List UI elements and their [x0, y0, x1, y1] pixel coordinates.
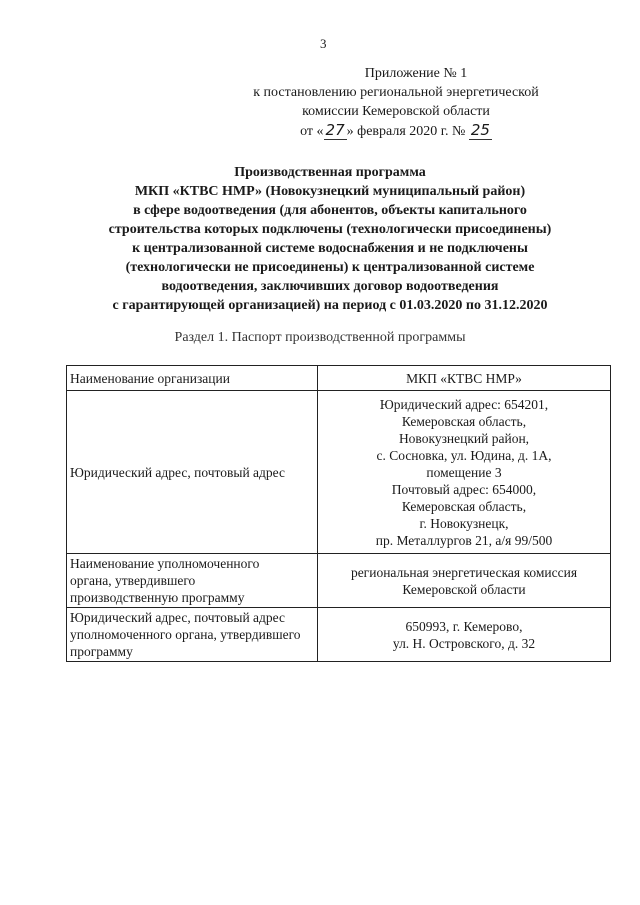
heading-line: к централизованной системе водоснабжения и не подключены	[132, 241, 528, 256]
date-suffix: » февраля 2020 г. №	[346, 124, 466, 139]
table-cell-label	[67, 391, 318, 554]
cell-text: Почтовый адрес: 654000,	[391, 481, 537, 497]
cell-text: уполномоченного органа, утвердившего	[70, 627, 301, 642]
heading-line: в сфере водоотведения (для абонентов, объекты капитального	[133, 203, 527, 218]
cell-text: пр. Металлургов 21, а/я 99/500	[375, 532, 553, 548]
table-cell-label	[67, 554, 318, 608]
handwritten-number: 25	[470, 121, 490, 139]
cell-text: с. Сосновка, ул. Юдина, д. 1А,	[376, 447, 552, 463]
table-row	[67, 391, 611, 554]
table-row	[67, 366, 611, 391]
heading-line: водоотведения, заключивших договор водоотведения	[161, 279, 499, 294]
cell-text: Кемеровская область,	[401, 498, 527, 514]
cell-text: производственную программу	[70, 590, 245, 605]
cell-text: Наименование организации	[70, 370, 230, 386]
appendix-line-2: комиссии Кемеровской области	[302, 104, 490, 119]
cell-text: Кемеровская область,	[401, 413, 527, 429]
handwritten-day: 27	[325, 121, 345, 139]
appendix-line-1: к постановлению региональной энергетической	[253, 85, 539, 100]
cell-text: Юридический адрес, почтовый адрес	[70, 464, 285, 480]
heading-line: строительства которых подключены (технологически присоединены)	[108, 222, 552, 237]
table-row	[67, 608, 611, 662]
page-number: 3	[320, 36, 327, 51]
table-cell-value	[318, 554, 611, 608]
cell-text: ул. Н. Островского, д. 32	[392, 635, 536, 651]
cell-text: региональная энергетическая комиссия	[350, 564, 578, 580]
cell-text: Кемеровской области	[402, 581, 526, 597]
cell-text: Новокузнецкий район,	[398, 430, 530, 446]
table-cell-label	[67, 608, 318, 662]
table-cell-value	[318, 366, 611, 391]
heading-line: (технологически не присоединены) к централизованной системе	[125, 260, 535, 275]
cell-text: Наименование уполномоченного	[70, 556, 260, 571]
program-heading	[90, 163, 570, 315]
cell-text: органа, утвердившего	[70, 573, 196, 588]
cell-text: 650993, г. Кемерово,	[405, 618, 523, 634]
cell-text: г. Новокузнецк,	[419, 515, 509, 531]
table-row	[67, 554, 611, 608]
appendix-title: Приложение № 1	[364, 66, 468, 81]
table-cell-value	[318, 391, 611, 554]
heading-line: с гарантирующей организацией) на период с 01.03.2020 по 31.12.2020	[112, 298, 548, 313]
heading-line: МКП «КТВС НМР» (Новокузнецкий муниципальный район)	[134, 184, 526, 199]
cell-text: Юридический адрес: 654201,	[379, 396, 549, 412]
appendix-block	[216, 64, 576, 141]
heading-line: Производственная программа	[234, 165, 426, 180]
passport-table	[66, 365, 611, 662]
table-cell-value	[318, 608, 611, 662]
cell-text: программу	[70, 644, 133, 659]
table-cell-label	[67, 366, 318, 391]
cell-text: помещение 3	[426, 464, 502, 480]
section-title: Раздел 1. Паспорт производственной программы	[174, 330, 466, 345]
cell-text: Юридический адрес, почтовый адрес	[70, 610, 285, 625]
date-prefix: от «	[300, 124, 324, 139]
cell-text: МКП «КТВС НМР»	[406, 370, 522, 386]
appendix-date-line	[216, 121, 576, 141]
